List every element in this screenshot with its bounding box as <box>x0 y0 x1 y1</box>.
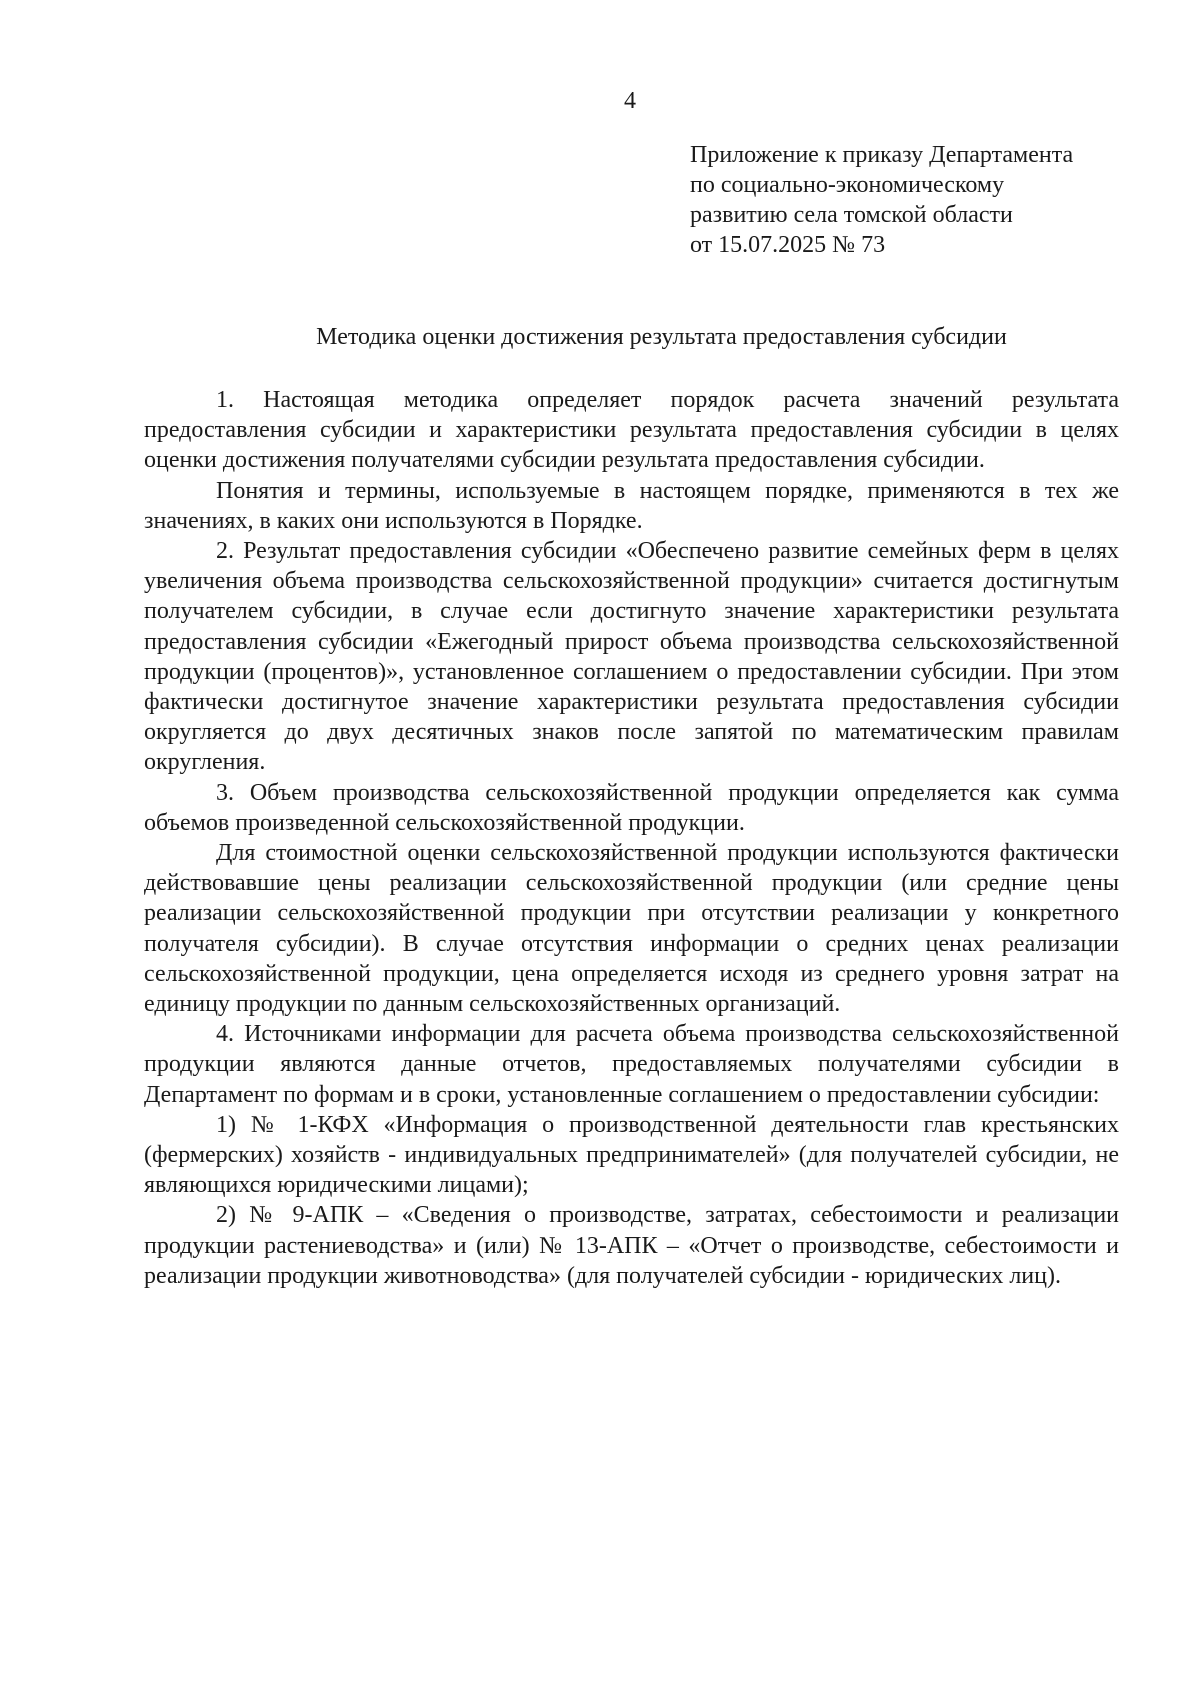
list-item-1: 1) № 1-КФХ «Информация о производственной деятельности глав крестьянских (фермерских) хозяйств - индивидуальных предпринимателей» (для получателей субсидии, не являющихся юридическими лицами); <box>144 1111 1119 1199</box>
paragraph-3: 3. Объем производства сельскохозяйственной продукции определяется как сумма объемов произведенной сельскохозяйственной продукции. <box>144 779 1119 836</box>
appendix-line: по социально-экономическому <box>690 172 1005 198</box>
paragraph-terms: Понятия и термины, используемые в настоящем порядке, применяются в тех же значениях, в каких они используются в Порядке. <box>144 477 1119 534</box>
page-number: 4 <box>624 88 636 114</box>
list-item-2: 2) № 9-АПК – «Сведения о производстве, затратах, себестоимости и реализации продукции растениеводства» и (или) № 13-АПК – «Отчет о производстве, себестоимости и реализации продукции животноводства» (для получателей субсидии - юридических лиц). <box>144 1202 1119 1289</box>
appendix-date-number: от 15.07.2025 № 73 <box>690 232 886 258</box>
appendix-line: развитию села томской области <box>690 202 1013 228</box>
document-body <box>144 385 1119 1291</box>
paragraph-valuation: Для стоимостной оценки сельскохозяйственной продукции используются фактически действовавшие цены реализации сельскохозяйственной продукции (или средние цены реализации сельскохозяйственной продукции при отсутствии реализации у конкретного получателя субсидии). В случае отсутствия информации о средних ценах реализации сельскохозяйственной продукции, цена определяется исходя из среднего уровня затрат на единицу продукции по данным сельскохозяйственных организаций. <box>144 840 1119 1018</box>
document-title: Методика оценки достижения результата предоставления субсидии <box>316 324 1007 350</box>
paragraph-2: 2. Результат предоставления субсидии «Обеспечено развитие семейных ферм в целях увеличения объема производства сельскохозяйственной продукции» считается достигнутым получателем субсидии, в случае если достигнуто значение характеристики результата предоставления субсидии «Ежегодный прирост объема производства сельскохозяйственной продукции (процентов)», установленное соглашением о предоставлении субсидии. При этом фактически достигнутое значение характеристики результата предоставления субсидии округляется до двух десятичных знаков после запятой по математическим правилам округления. <box>144 538 1119 776</box>
appendix-header <box>690 140 1140 260</box>
paragraph-1: 1. Настоящая методика определяет порядок расчета значений результата предоставления субсидии и характеристики результата предоставления субсидии в целях оценки достижения получателями субсидии результата предоставления субсидии. <box>144 387 1119 474</box>
paragraph-4: 4. Источниками информации для расчета объема производства сельскохозяйственной продукции являются данные отчетов, предоставляемых получателями субсидии в Департамент по формам и в сроки, установленные соглашением о предоставлении субсидии: <box>144 1021 1119 1108</box>
appendix-line: Приложение к приказу Департамента <box>690 142 1074 168</box>
